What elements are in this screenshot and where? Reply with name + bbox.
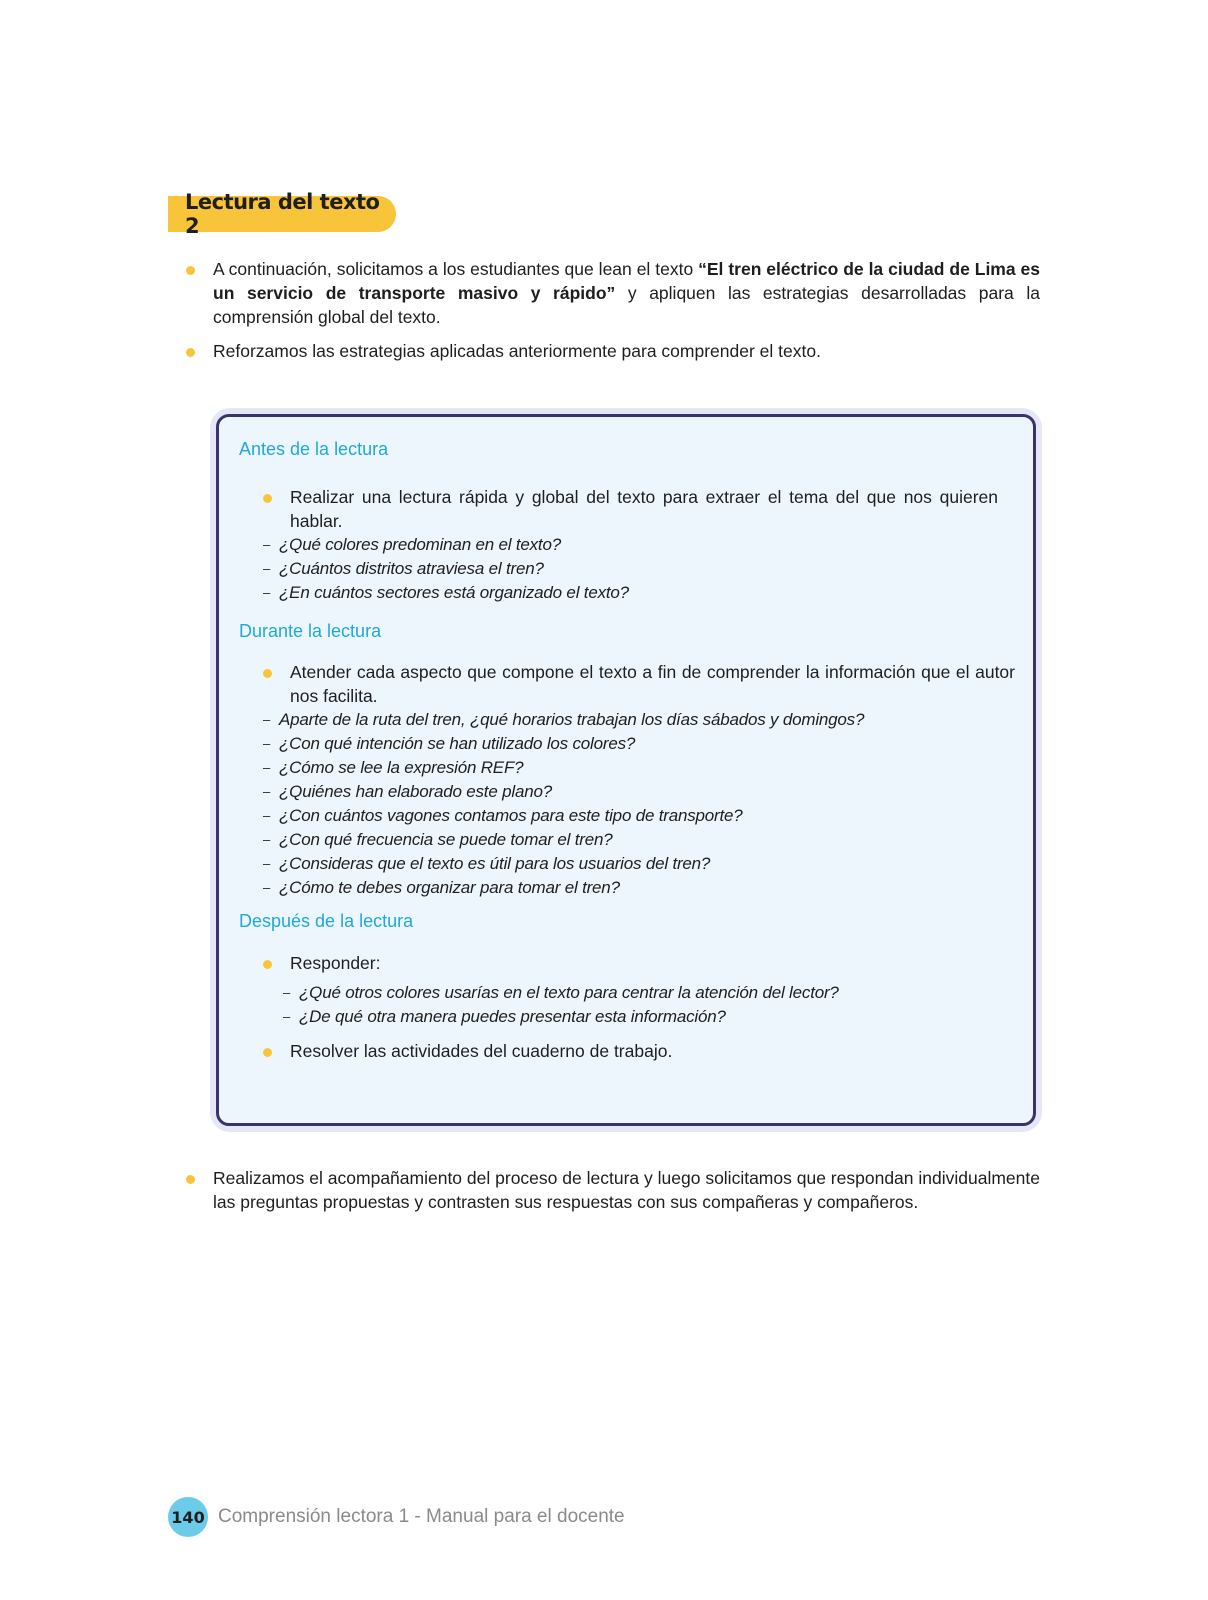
despues-bullet-resolver: Resolver las actividades del cuaderno de trabajo. (263, 1039, 998, 1063)
despues-title: Después de la lectura (239, 911, 414, 931)
question-item: – ¿Con qué frecuencia se puede tomar el tren? (263, 828, 1015, 852)
strategy-box (210, 408, 1042, 1132)
antes-title: Antes de la lectura (239, 439, 389, 459)
question-item: – ¿De qué otra manera puedes presentar esta información? (283, 1005, 998, 1029)
intro-item-2: Reforzamos las estrategias aplicadas anteriormente para comprender el texto. (186, 339, 1040, 363)
question-item: – ¿Consideras que el texto es útil para los usuarios del tren? (263, 852, 1015, 876)
intro-list (186, 257, 1040, 363)
intro-item-1: A continuación, solicitamos a los estudiantes que lean el texto “El tren eléctrico de la ciudad de Lima es un servicio de transporte masivo y rápido” y apliquen las estrategias desarrolladas para la comprensión global del texto. (186, 257, 1040, 329)
antes-bullet: Realizar una lectura rápida y global del texto para extraer el tema del que nos quieren hablar. (263, 485, 998, 533)
despues-list (263, 951, 998, 1063)
question-item: – ¿Con cuántos vagones contamos para este tipo de transporte? (263, 804, 1015, 828)
outro-item: Realizamos el acompañamiento del proceso de lectura y luego solicitamos que respondan individualmente las preguntas propuestas y contrasten sus respuestas con sus compañeras y compañeros. (186, 1166, 1040, 1214)
durante-title: Durante la lectura (239, 621, 382, 641)
strategy-box-inner (216, 414, 1036, 1126)
durante-questions (263, 708, 1015, 900)
question-item: – ¿Qué colores predominan en el texto? (263, 533, 998, 557)
question-item: – ¿Con qué intención se han utilizado los colores? (263, 732, 1015, 756)
section-title: Lectura del texto 2 (185, 190, 380, 238)
durante-bullet: Atender cada aspecto que compone el texto a fin de comprender la información que el autor nos facilita. (263, 660, 1015, 708)
durante-list (263, 660, 1015, 900)
despues-questions (263, 981, 998, 1029)
question-item: – ¿En cuántos sectores está organizado el texto? (263, 581, 998, 605)
question-item: – Aparte de la ruta del tren, ¿qué horarios trabajan los días sábados y domingos? (263, 708, 1015, 732)
question-item: – ¿Quiénes han elaborado este plano? (263, 780, 1015, 804)
page-footer (168, 1497, 625, 1537)
outro-list (186, 1166, 1040, 1214)
text-title: “El tren eléctrico de la ciudad de Lima es un servicio de transporte masivo y rápido” (213, 259, 1040, 303)
antes-list (263, 485, 998, 605)
question-item: – ¿Cuántos distritos atraviesa el tren? (263, 557, 998, 581)
section-tab (168, 190, 396, 238)
question-item: – ¿Qué otros colores usarías en el texto para centrar la atención del lector? (283, 981, 998, 1005)
despues-bullet-responder: Responder: (263, 951, 998, 975)
footer-text: Comprensión lectora 1 - Manual para el docente (218, 1506, 625, 1527)
page-number-badge: 140 (168, 1497, 208, 1537)
question-item: – ¿Cómo te debes organizar para tomar el tren? (263, 876, 1015, 900)
question-item: – ¿Cómo se lee la expresión REF? (263, 756, 1015, 780)
antes-questions (263, 533, 998, 605)
